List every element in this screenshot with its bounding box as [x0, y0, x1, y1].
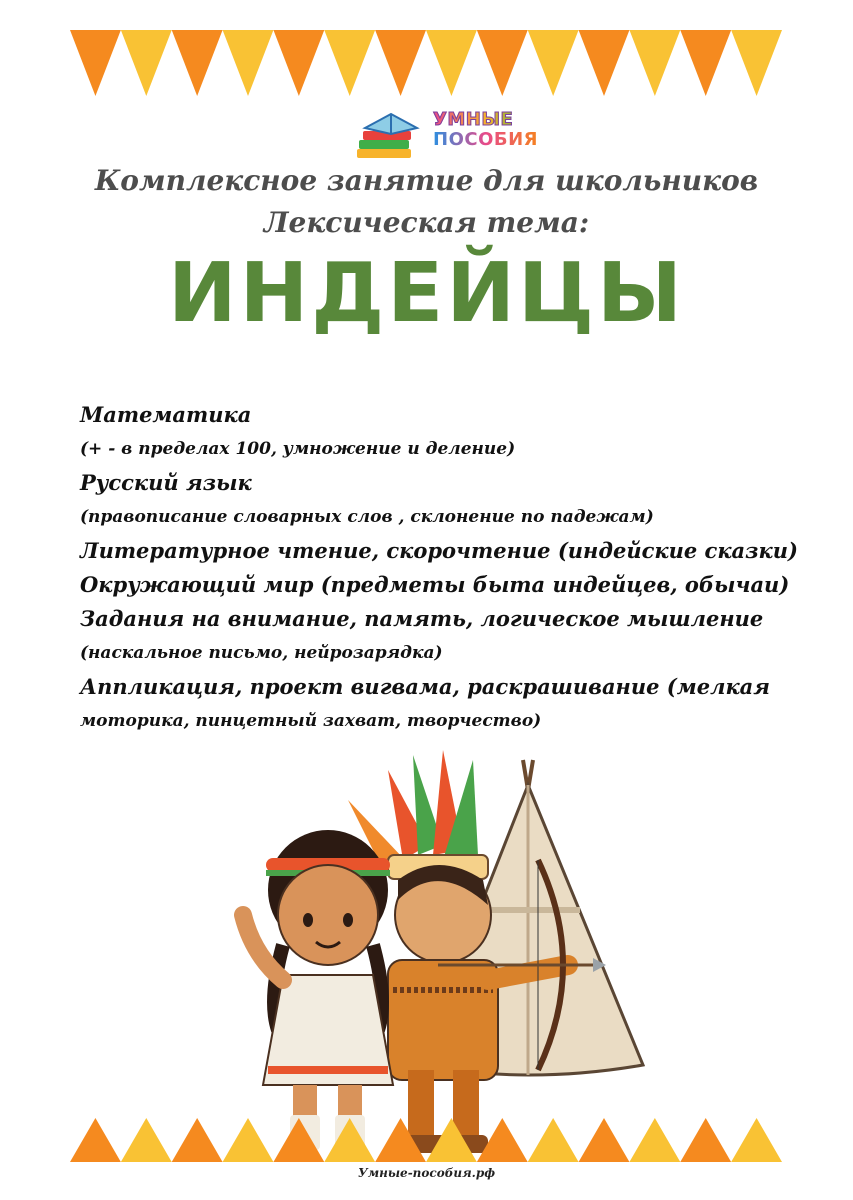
topic-math-detail: (+ - в пределах 100, умножение и деление): [80, 439, 516, 459]
topic-math: Математика: [80, 402, 252, 427]
border-triangle: [223, 1118, 274, 1162]
border-triangle: [121, 1118, 172, 1162]
page-title: ИНДЕЙЦЫ: [168, 246, 685, 341]
footer-site-link: Умные-пособия.рф: [357, 1166, 496, 1180]
brand-logo: [355, 106, 539, 162]
topic-attention: Задания на внимание, память, логическое мышление: [80, 606, 764, 631]
topic-attention-detail: (наскальное письмо, нейрозарядка): [80, 643, 443, 663]
border-triangle: [528, 1118, 579, 1162]
border-triangle: [731, 1118, 782, 1162]
subtitle-theme-label: Лексическая тема:: [263, 206, 590, 239]
topic-world: Окружающий мир (предметы быта индейцев, обычаи): [80, 572, 790, 597]
topic-craft: Аппликация, проект вигвама, раскрашивание (мелкая: [80, 674, 770, 699]
logo-wordmark: [433, 110, 538, 150]
books-logo-icon: [355, 106, 431, 162]
topic-reading: Литературное чтение, скорочтение (индейские сказки): [80, 538, 798, 563]
border-triangle: [172, 1118, 223, 1162]
topic-craft-detail: моторика, пинцетный захват, творчество): [80, 711, 542, 731]
logo-line-2: ПОСОБИЯ: [433, 129, 539, 150]
border-triangle: [680, 1118, 731, 1162]
topic-russian: Русский язык: [80, 470, 252, 495]
girl-figure: [243, 830, 393, 1150]
bottom-zigzag-border: [70, 1118, 782, 1162]
border-triangle: [426, 1118, 477, 1162]
border-triangle: [629, 1118, 680, 1162]
top-zigzag-border: [70, 30, 782, 96]
border-triangle: [579, 1118, 630, 1162]
border-triangle: [375, 1118, 426, 1162]
native-children-teepee-illustration: [228, 740, 648, 1155]
border-triangle: [324, 1118, 375, 1162]
logo-line-1: УМНЫЕ: [433, 110, 538, 130]
topic-russian-detail: (правописание словарных слов , склонение по падежам): [80, 507, 654, 527]
border-triangle: [70, 1118, 121, 1162]
border-triangle: [273, 1118, 324, 1162]
subtitle-lesson-type: Комплексное занятие для школьников: [94, 164, 759, 197]
topics-list: [80, 398, 798, 738]
border-triangle: [477, 1118, 528, 1162]
